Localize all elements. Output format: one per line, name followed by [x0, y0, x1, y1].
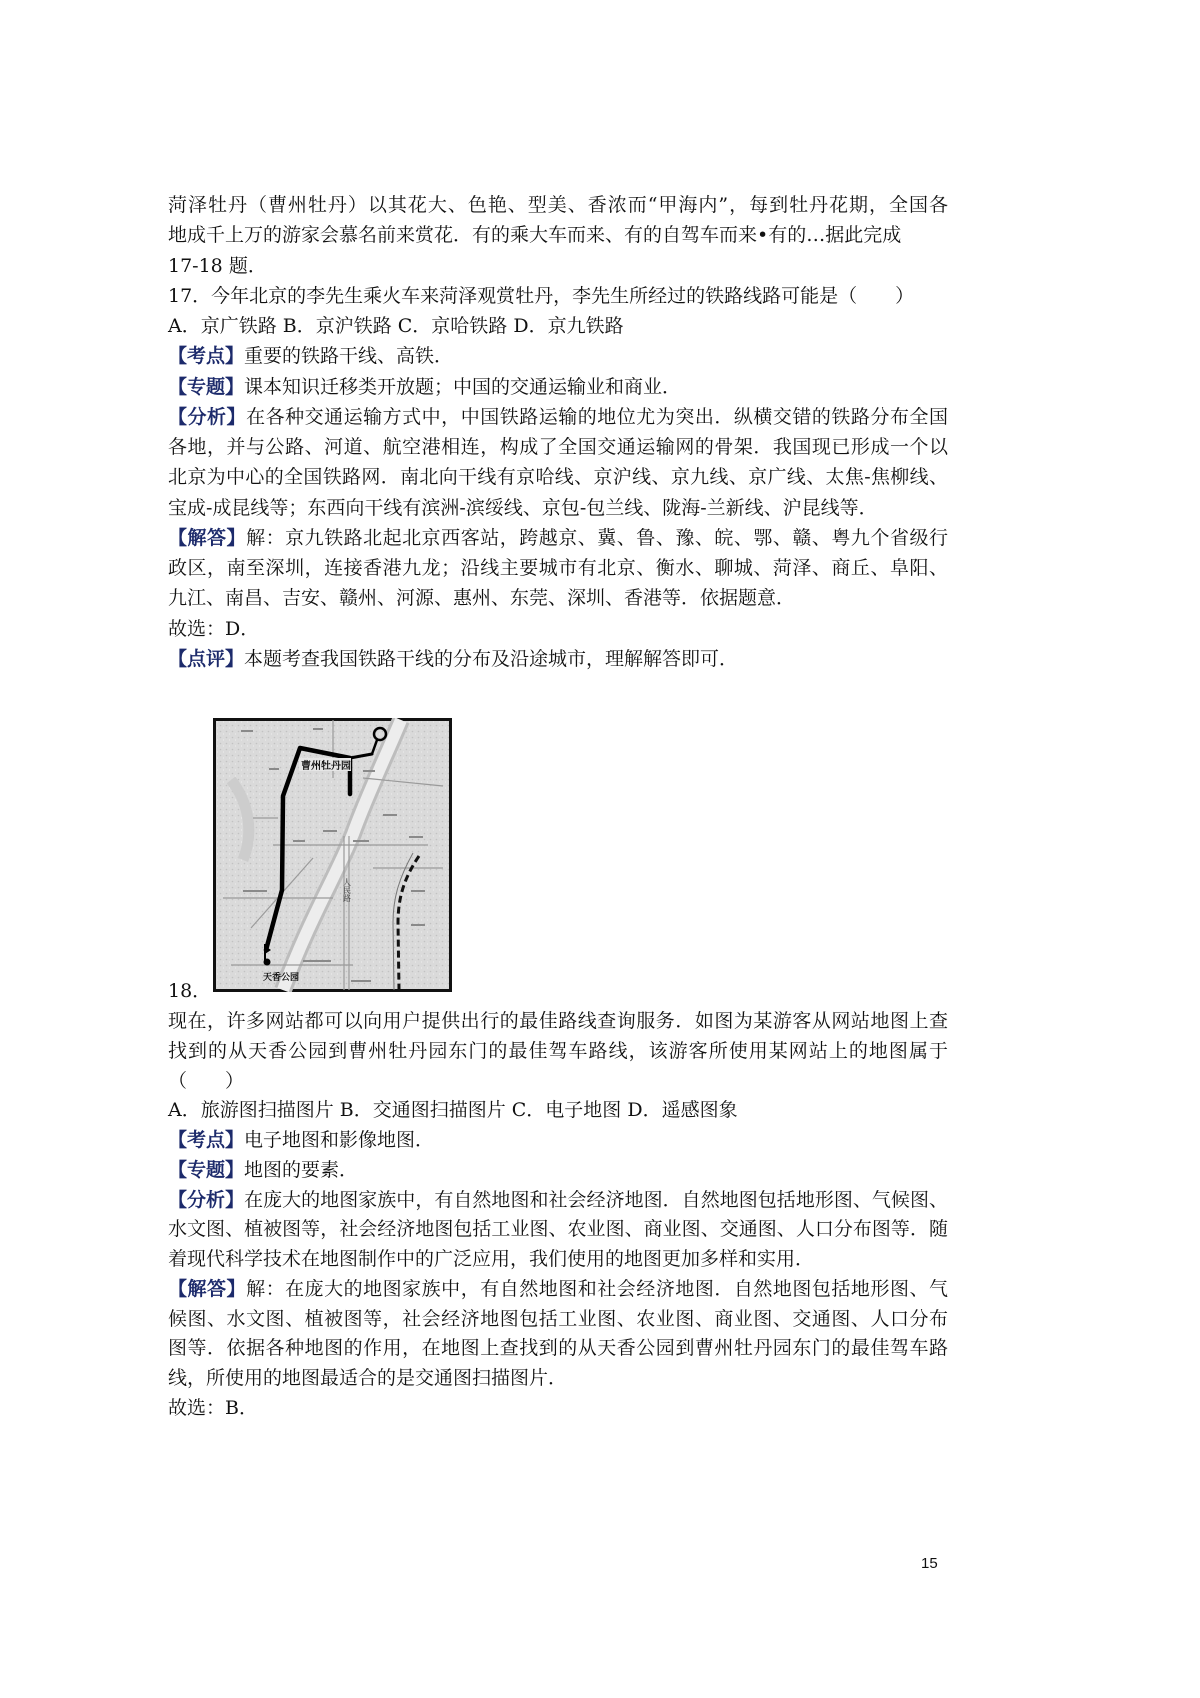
jieda-text: 解：京九铁路北起北京西客站，跨越京、冀、鲁、豫、皖、鄂、赣、粤九个省级行: [246, 526, 948, 549]
q18-zhuanti: [168, 1156, 948, 1186]
fenxi-label: 【分析】: [168, 405, 247, 428]
q17-fenxi-line: 北京为中心的全国铁路网．南北向干线有京哈线、京沪线、京九线、京广线、太焦-焦柳线、: [168, 466, 948, 489]
kaodian-text: 电子地图和影像地图．: [244, 1129, 435, 1152]
q17-jieda-line: [168, 523, 948, 553]
route-map-figure: [213, 718, 452, 992]
q17-zhuanti: [168, 372, 948, 402]
question-17-stem: 17．今年北京的李先生乘火车来菏泽观赏牡丹，李先生所经过的铁路线路可能是（ ）: [168, 284, 915, 307]
q17-answer: 故选：D．: [168, 617, 260, 640]
fenxi-text: 在各种交通运输方式中，中国铁路运输的地位尤为突出．纵横交错的铁路分布全国: [246, 405, 948, 428]
passage-line: 17-18 题．: [168, 254, 267, 277]
passage-line: 地成千上万的游家会慕名前来赏花．有的乘大车而来、有的自驾车而来•有的…据此完成: [168, 224, 902, 247]
dianping-label: 【点评】: [168, 647, 245, 670]
q17-jieda-line: 政区，南至深圳，连接香港九龙；沿线主要城市有北京、衡水、聊城、菏泽、商丘、阜阳、: [168, 557, 948, 580]
kaodian-label: 【考点】: [168, 345, 245, 368]
kaodian-text: 重要的铁路干线、高铁．: [244, 345, 454, 368]
q17-fenxi-line: 宝成-成昆线等；东西向干线有滨洲-滨绥线、京包-包兰线、陇海-兰新线、沪昆线等．: [168, 496, 878, 519]
question-18-stem-line: （ ）: [168, 1069, 245, 1092]
fenxi-label: 【分析】: [168, 1188, 245, 1211]
jieda-text: 解：在庞大的地图家族中，有自然地图和社会经济地图．自然地图包括地形图、气: [246, 1277, 948, 1300]
q17-fenxi-line: [168, 402, 948, 432]
passage-line: 菏泽牡丹（曹州牡丹）以其花大、色艳、型美、香浓而“甲海内”，每到牡丹花期，全国各: [168, 194, 948, 216]
q18-jieda-line: 候图、水文图、植被图等，社会经济地图包括工业图、农业图、商业图、交通图、人口分布: [168, 1307, 948, 1330]
start-label: 天香公园: [263, 973, 300, 983]
dianping-text: 本题考查我国铁路干线的分布及沿途城市，理解解答即可．: [244, 647, 739, 670]
destination-label: 曹州牡丹园: [301, 761, 351, 772]
question-18-stem-line: 现在，许多网站都可以向用户提供出行的最佳路线查询服务．如图为某游客从网站地图上查: [168, 1010, 948, 1032]
zhuanti-text: 地图的要素．: [244, 1158, 359, 1181]
zhuanti-text: 课本知识迁移类开放题；中国的交通运输业和商业．: [244, 375, 682, 398]
q18-fenxi-line: 水文图、植被图等，社会经济地图包括工业图、农业图、商业图、交通图、人口分布图等．随: [168, 1218, 948, 1241]
fenxi-text: 在庞大的地图家族中，有自然地图和社会经济地图．自然地图包括地形图、气候图、: [244, 1188, 948, 1211]
jieda-label: 【解答】: [168, 526, 247, 549]
q18-fenxi-line: 着现代科学技术在地图制作中的广泛应用，我们使用的地图更加多样和实用．: [168, 1248, 815, 1271]
q17-kaodian: [168, 341, 948, 371]
q17-dianping: [168, 644, 948, 674]
question-18-options: A．旅游图扫描图片 B．交通图扫描图片 C．电子地图 D．遥感图象: [168, 1099, 738, 1122]
q18-fenxi-line: [168, 1186, 948, 1216]
question-18-stem-line: 找到的从天香公园到曹州牡丹园东门的最佳驾车路线，该游客所使用某网站上的地图属于: [168, 1039, 948, 1062]
q18-kaodian: [168, 1126, 948, 1156]
q18-jieda-line: 线，所使用的地图最适合的是交通图扫描图片．: [168, 1367, 568, 1390]
zhuanti-label: 【专题】: [168, 1158, 245, 1181]
q17-jieda-line: 九江、南昌、吉安、赣州、河源、惠州、东莞、深圳、香港等．依据题意．: [168, 587, 796, 610]
jieda-label: 【解答】: [168, 1277, 247, 1300]
question-18-block: [168, 1007, 948, 1424]
question-17-options: A．京广铁路 B．京沪铁路 C．京哈铁路 D．京九铁路: [168, 315, 624, 338]
page-number: 15: [921, 1555, 938, 1572]
q18-jieda-line: 图等．依据各种地图的作用，在地图上查找到的从天香公园到曹州牡丹园东门的最佳驾车路: [168, 1337, 948, 1360]
q17-fenxi-line: 各地，并与公路、河道、航空港相连，构成了全国交通运输网的骨架．我国现已形成一个以: [168, 436, 948, 459]
question-18-number: 18．: [168, 980, 212, 1002]
road-label: 人民路: [342, 878, 352, 902]
q18-jieda-line: [168, 1275, 948, 1305]
question-17-block: [168, 190, 948, 674]
kaodian-label: 【考点】: [168, 1129, 245, 1152]
zhuanti-label: 【专题】: [168, 375, 245, 398]
q18-answer: 故选：B．: [168, 1396, 258, 1419]
